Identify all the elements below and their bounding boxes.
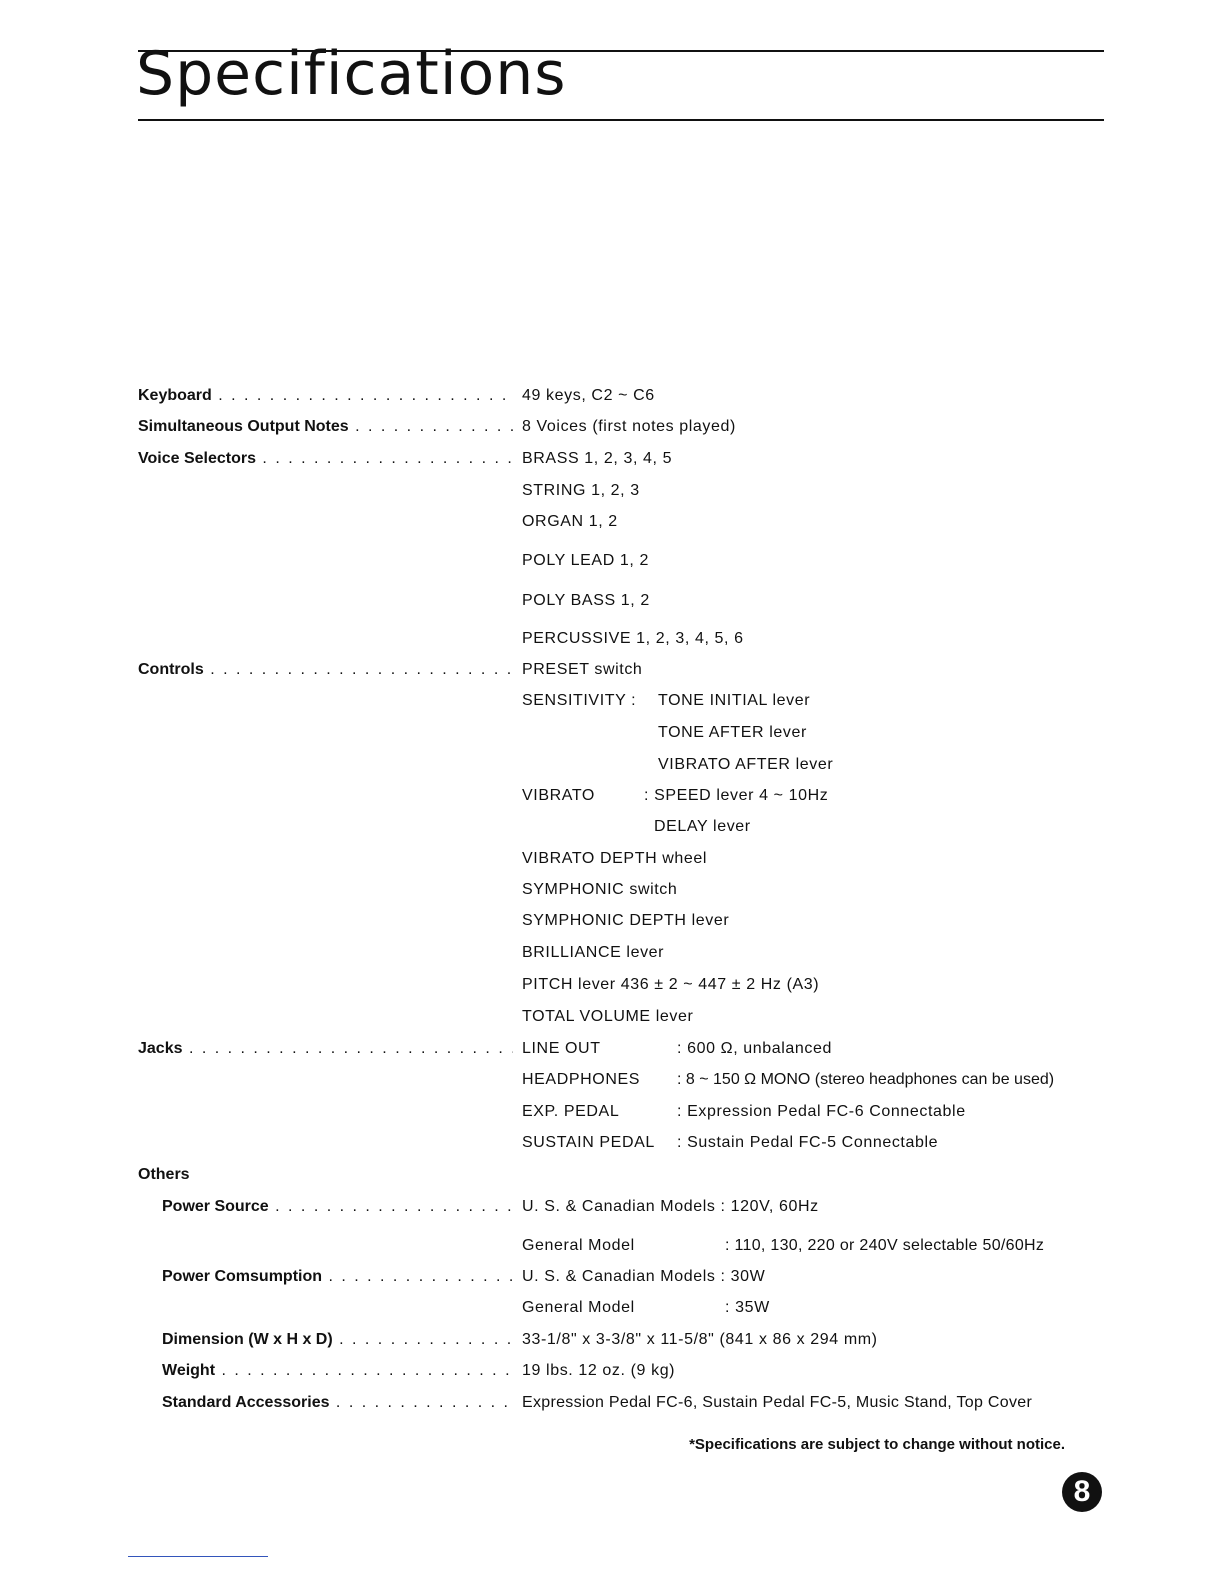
jack-headphones-desc: : 8 ~ 150 Ω MONO (stereo headphones can be used) <box>677 1071 1055 1088</box>
label-keyboard: Keyboard . . . <box>138 385 513 407</box>
power-source-us: U. S. & Canadian Models : 120V, 60Hz <box>522 1198 819 1215</box>
control-symphonic: SYMPHONIC switch <box>522 881 678 898</box>
value-weight: 19 lbs. 12 oz. (9 kg) <box>522 1362 676 1379</box>
jack-line-out-name: LINE OUT <box>522 1040 601 1057</box>
label-controls: Controls . . . <box>138 659 513 681</box>
value-accessories: Expression Pedal FC-6, Sustain Pedal FC-5, Music Stand, Top Cover <box>522 1394 1033 1411</box>
control-vibrato-after: VIBRATO AFTER lever <box>658 756 834 773</box>
power-consumption-general-desc: : 35W <box>725 1299 770 1316</box>
voice-poly-bass: POLY BASS 1, 2 <box>522 592 650 609</box>
value-keyboard: 49 keys, C2 ~ C6 <box>522 387 655 404</box>
voice-brass: BRASS 1, 2, 3, 4, 5 <box>522 450 673 467</box>
label-voice-selectors: Voice Selectors . . . <box>138 448 513 470</box>
control-sensitivity: SENSITIVITY : <box>522 692 637 709</box>
jack-exp-pedal-name: EXP. PEDAL <box>522 1103 620 1120</box>
label-accessories: Standard Accessories . . . <box>162 1392 513 1414</box>
disclaimer-note: *Specifications are subject to change without notice. <box>689 1436 1065 1453</box>
footer-line <box>128 1556 268 1557</box>
power-source-general-desc: : 110, 130, 220 or 240V selectable 50/60Hz <box>725 1237 1045 1254</box>
control-tone-after: TONE AFTER lever <box>658 724 807 741</box>
value-notes: 8 Voices (first notes played) <box>522 418 736 435</box>
label-dimension: Dimension (W x H x D) . . . <box>162 1329 513 1351</box>
power-source-general: General Model <box>522 1237 635 1254</box>
voice-organ: ORGAN 1, 2 <box>522 513 618 530</box>
voice-percussive: PERCUSSIVE 1, 2, 3, 4, 5, 6 <box>522 630 744 647</box>
jack-sustain-pedal-desc: : Sustain Pedal FC-5 Connectable <box>677 1134 939 1151</box>
control-pitch: PITCH lever 436 ± 2 ~ 447 ± 2 Hz (A3) <box>522 976 820 993</box>
control-tone-initial: TONE INITIAL lever <box>658 692 811 709</box>
control-vibrato: VIBRATO <box>522 787 595 804</box>
jack-exp-pedal-desc: : Expression Pedal FC-6 Connectable <box>677 1103 966 1120</box>
jack-headphones-name: HEADPHONES <box>522 1071 641 1088</box>
page-number-badge: 8 <box>1062 1472 1102 1512</box>
power-consumption-general: General Model <box>522 1299 635 1316</box>
page-title: Specifications <box>136 39 567 109</box>
control-total-volume: TOTAL VOLUME lever <box>522 1008 694 1025</box>
control-brilliance: BRILLIANCE lever <box>522 944 665 961</box>
label-weight: Weight . . . <box>162 1360 513 1382</box>
label-power-consumption: Power Comsumption . . . <box>162 1266 513 1288</box>
label-power-source: Power Source . . . <box>162 1196 513 1218</box>
jack-line-out-desc: : 600 Ω, unbalanced <box>677 1040 833 1057</box>
power-consumption-us: U. S. & Canadian Models : 30W <box>522 1268 766 1285</box>
control-speed: : SPEED lever 4 ~ 10Hz <box>644 787 829 804</box>
voice-poly-lead: POLY LEAD 1, 2 <box>522 552 649 569</box>
label-notes: Simultaneous Output Notes . . . <box>138 416 513 438</box>
control-vibrato-depth: VIBRATO DEPTH wheel <box>522 850 708 867</box>
label-jacks: Jacks . . . <box>138 1038 513 1060</box>
jack-sustain-pedal-name: SUSTAIN PEDAL <box>522 1134 655 1151</box>
title-underline <box>138 119 1104 121</box>
voice-string: STRING 1, 2, 3 <box>522 482 640 499</box>
control-symphonic-depth: SYMPHONIC DEPTH lever <box>522 912 730 929</box>
label-others: Others <box>138 1166 190 1183</box>
control-preset: PRESET switch <box>522 661 643 678</box>
value-dimension: 33-1/8" x 3-3/8" x 11-5/8" (841 x 86 x 294 mm) <box>522 1331 878 1348</box>
control-delay: DELAY lever <box>654 818 751 835</box>
